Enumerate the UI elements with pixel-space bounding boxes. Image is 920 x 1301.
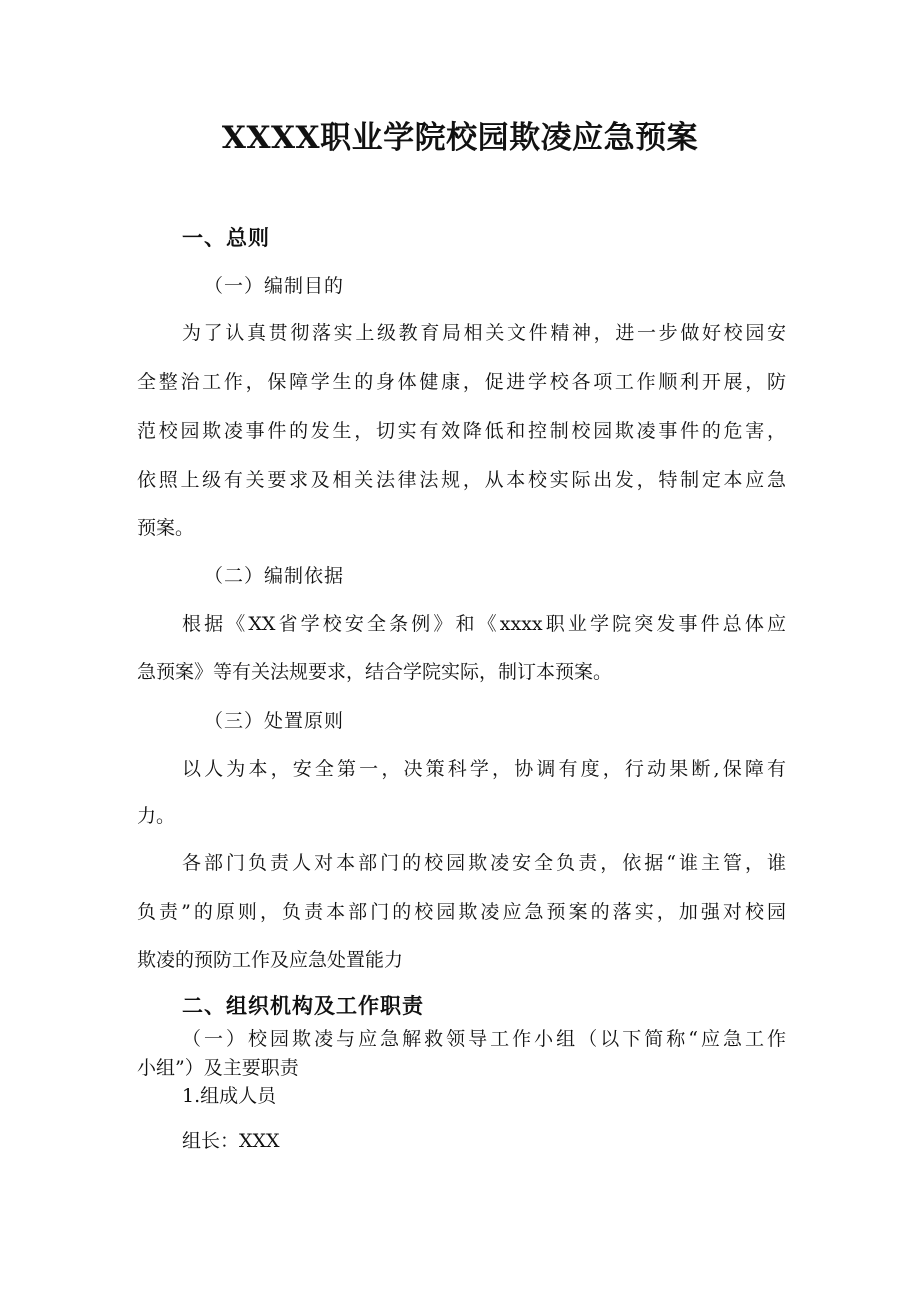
paragraph-line: 小组”）及主要职责: [137, 1057, 299, 1079]
paragraph-line: 以人为本，安全第一，决策科学，协调有度，行动果断,保障有: [182, 758, 786, 780]
paragraph-line: 预案。: [137, 517, 195, 539]
paragraph-line: 负责”的原则，负责本部门的校园欺凌应急预案的落实，加强对校园: [137, 901, 786, 923]
paragraph-line: 根据《XX省学校安全条例》和《xxxx职业学院突发事件总体应: [182, 613, 786, 635]
paragraph-line: 范校园欺凌事件的发生，切实有效降低和控制校园欺凌事件的危害，: [137, 420, 786, 442]
paragraph-line: 力。: [137, 805, 176, 827]
subheading-basis: （二）编制依据: [204, 565, 345, 587]
paragraph-line: 各部门负责人对本部门的校园欺凌安全负责，依据“谁主管，谁: [182, 852, 786, 874]
subheading-principles: （三）处置原则: [204, 710, 345, 732]
paragraph-line: 为了认真贯彻落实上级教育局相关文件精神，进一步做好校园安: [182, 322, 786, 344]
list-item-members: 1.组成人员: [182, 1085, 277, 1107]
section-heading-organization: 二、组织机构及工作职责: [182, 994, 424, 1018]
subheading-purpose: （一）编制目的: [204, 275, 345, 297]
paragraph-line: 欺凌的预防工作及应急处置能力: [137, 949, 404, 971]
section-heading-general: 一、总则: [182, 226, 270, 250]
document-title: XXXX职业学院校园欺凌应急预案: [221, 120, 699, 156]
paragraph-line: （一）校园欺凌与应急解救领导工作小组（以下简称“应急工作: [182, 1028, 786, 1050]
paragraph-line: 急预案》等有关法规要求，结合学院实际，制订本预案。: [137, 661, 613, 683]
paragraph-line: 全整治工作，保障学生的身体健康，促进学校各项工作顺利开展，防: [137, 371, 786, 393]
leader-line: 组长：XXX: [182, 1130, 280, 1152]
paragraph-line: 依照上级有关要求及相关法律法规，从本校实际出发，特制定本应急: [137, 469, 786, 491]
